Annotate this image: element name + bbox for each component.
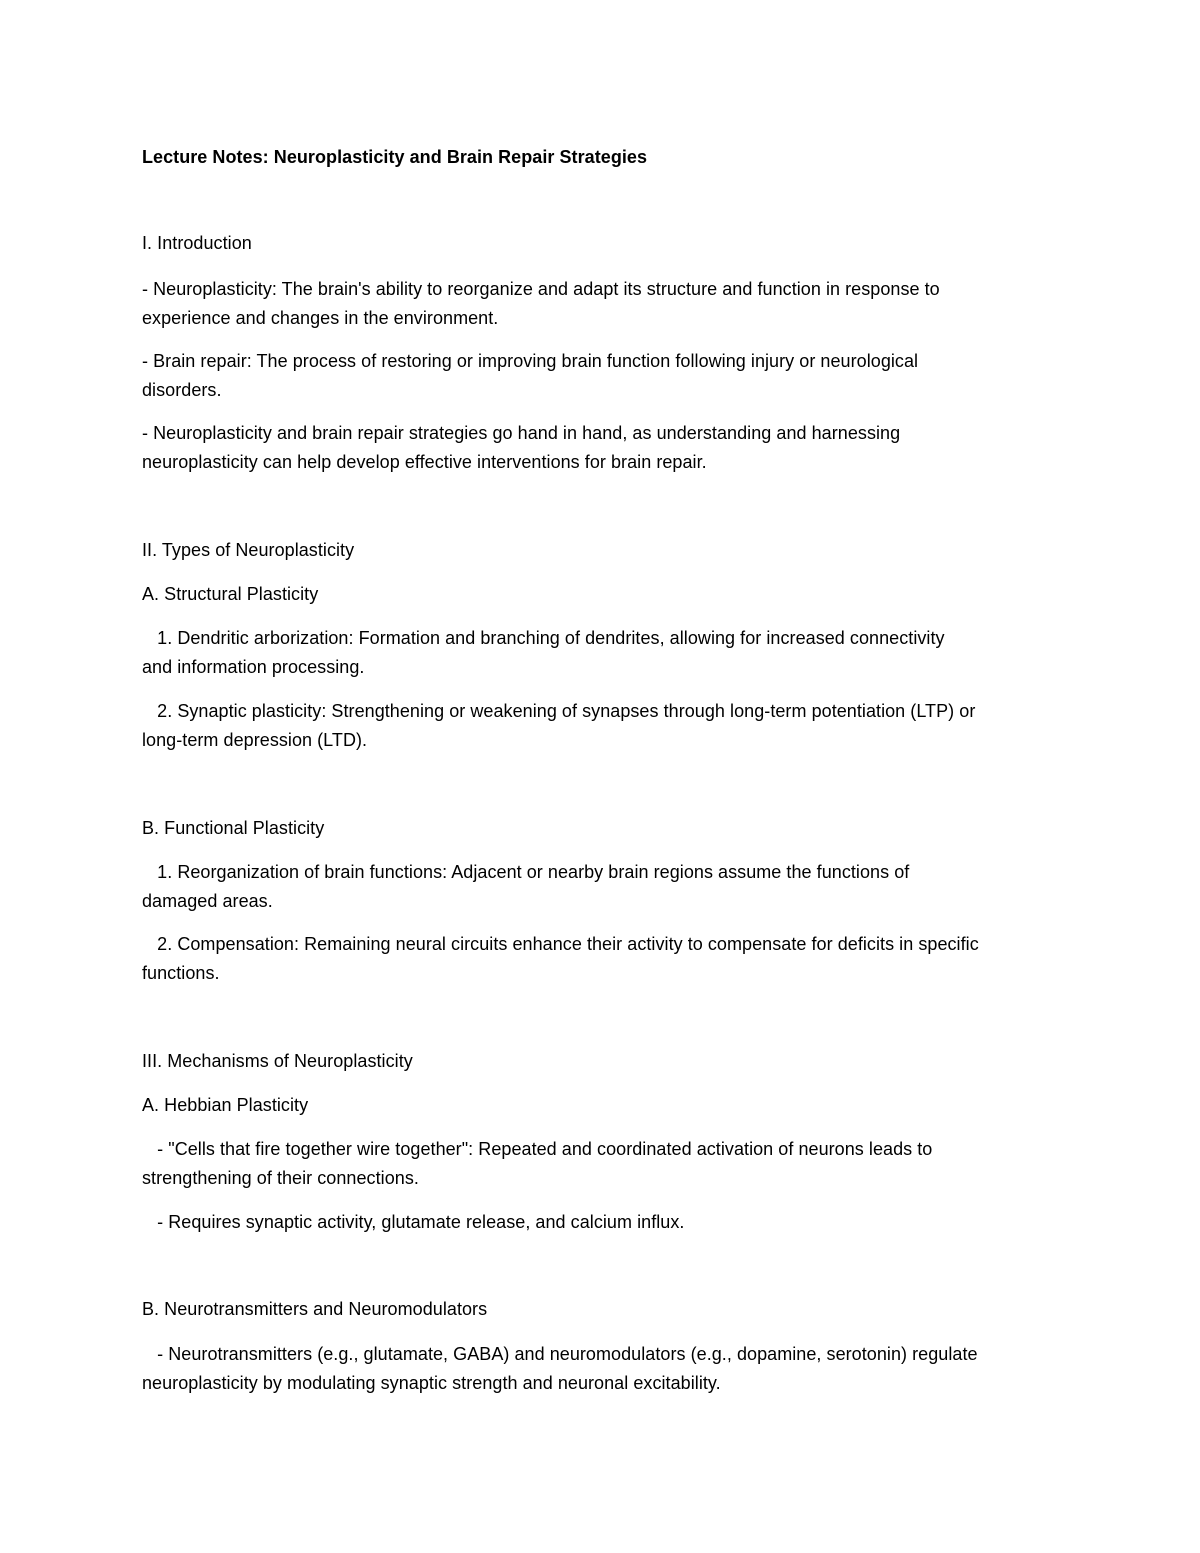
list-item-line: 2. Synaptic plasticity: Strengthening or weakening of synapses through long-term potentiation (LTP) or xyxy=(142,701,976,721)
list-item-line: 1. Reorganization of brain functions: Adjacent or nearby brain regions assume the functions of xyxy=(142,862,910,882)
subheading-structural-plasticity: A. Structural Plasticity xyxy=(142,584,319,604)
paragraph-line: experience and changes in the environment. xyxy=(142,308,499,328)
list-item-line: - Neurotransmitters (e.g., glutamate, GABA) and neuromodulators (e.g., dopamine, serotonin) regulate xyxy=(142,1344,978,1364)
section-heading-introduction: I. Introduction xyxy=(142,233,252,253)
list-item-line: damaged areas. xyxy=(142,891,273,911)
list-item-line: long-term depression (LTD). xyxy=(142,730,368,750)
section-heading-types: II. Types of Neuroplasticity xyxy=(142,540,355,560)
list-item-line: and information processing. xyxy=(142,657,365,677)
paragraph-line: neuroplasticity can help develop effective interventions for brain repair. xyxy=(142,452,707,472)
list-item-line: 1. Dendritic arborization: Formation and branching of dendrites, allowing for increased connectivity xyxy=(142,628,945,648)
paragraph-line: - Neuroplasticity and brain repair strategies go hand in hand, as understanding and harnessing xyxy=(142,423,901,443)
paragraph-line: - Brain repair: The process of restoring or improving brain function following injury or neurological xyxy=(142,351,919,371)
list-item-line: functions. xyxy=(142,963,220,983)
document-title: Lecture Notes: Neuroplasticity and Brain Repair Strategies xyxy=(142,147,648,167)
subheading-functional-plasticity: B. Functional Plasticity xyxy=(142,818,325,838)
list-item-line: - Requires synaptic activity, glutamate release, and calcium influx. xyxy=(142,1212,685,1232)
paragraph-line: - Neuroplasticity: The brain's ability to reorganize and adapt its structure and function in response to xyxy=(142,279,940,299)
subheading-neurotransmitters: B. Neurotransmitters and Neuromodulators xyxy=(142,1299,488,1319)
list-item-line: strengthening of their connections. xyxy=(142,1168,419,1188)
list-item-line: neuroplasticity by modulating synaptic strength and neuronal excitability. xyxy=(142,1373,721,1393)
list-item-line: 2. Compensation: Remaining neural circuits enhance their activity to compensate for deficits in specific xyxy=(142,934,979,954)
section-heading-mechanisms: III. Mechanisms of Neuroplasticity xyxy=(142,1051,413,1071)
subheading-hebbian-plasticity: A. Hebbian Plasticity xyxy=(142,1095,309,1115)
list-item-line: - "Cells that fire together wire together": Repeated and coordinated activation of neurons leads to xyxy=(142,1139,933,1159)
paragraph-line: disorders. xyxy=(142,380,222,400)
